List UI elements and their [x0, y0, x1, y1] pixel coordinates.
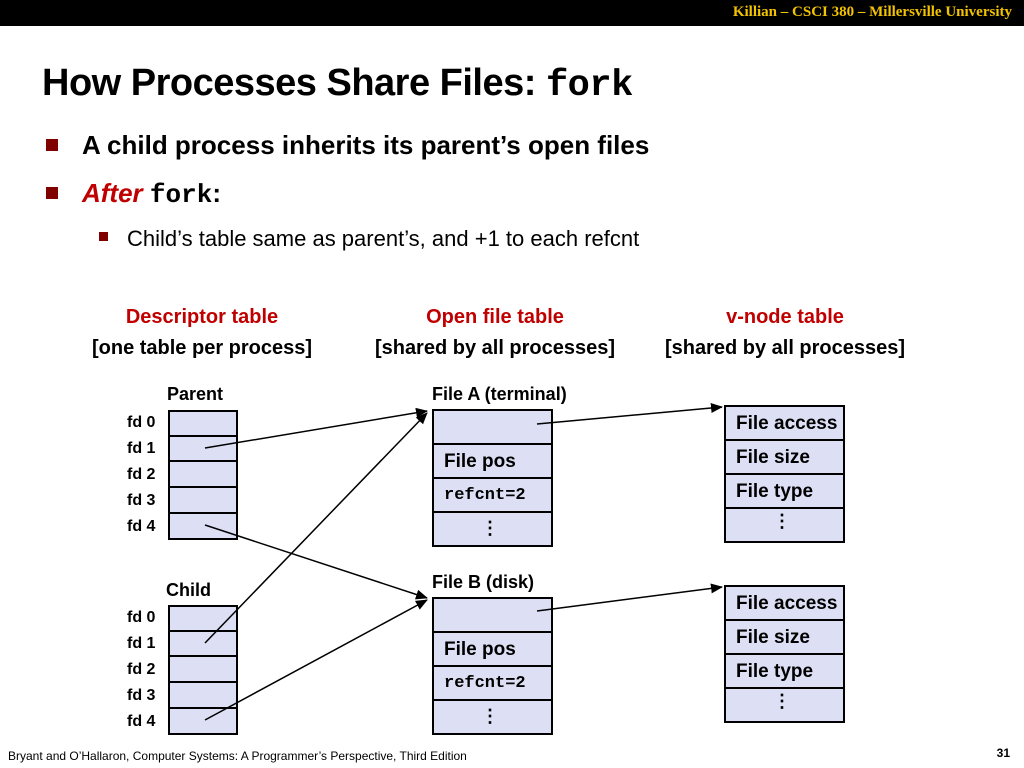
descriptor-table-subtitle: [one table per process]: [91, 337, 313, 359]
arrow-child-fd4-to-file-b: [205, 600, 427, 720]
child-fd-3-label: fd 3: [127, 687, 156, 704]
child-label: Child: [166, 580, 211, 600]
child-fd-1-label: fd 1: [127, 635, 156, 652]
vnode-b-file-type: File type: [736, 661, 814, 682]
child-fd-0-label: fd 0: [127, 609, 156, 626]
file-b-ellipsis-icon: ⋮: [481, 706, 499, 726]
vnode-b-file-size: File size: [736, 627, 810, 648]
slide-title-code: fork: [545, 65, 633, 107]
parent-fd-4-label: fd 4: [127, 518, 156, 535]
arrow-parent-fd4-to-file-b: [205, 525, 427, 598]
descriptor-table-title: Descriptor table: [125, 306, 279, 328]
bullet-1-text: A child process inherits its parent’s open files: [82, 130, 650, 160]
file-b-label: File B (disk): [432, 572, 535, 592]
vnode-b-ellipsis-icon: ⋮: [773, 691, 791, 711]
footer-citation: Bryant and O’Hallaron, Computer Systems: A Programmer’s Perspective, Third Edition: [8, 749, 467, 763]
file-b-refcnt: refcnt=2: [444, 674, 526, 693]
open-file-table-title: Open file table: [426, 306, 564, 328]
arrow-parent-fd1-to-file-a: [205, 411, 427, 448]
file-a-refcnt: refcnt=2: [444, 486, 526, 505]
course-header: Killian – CSCI 380 – Millersville University: [732, 4, 1012, 20]
child-fd-2-label: fd 2: [127, 661, 156, 678]
file-a-ellipsis-icon: ⋮: [481, 518, 499, 538]
arrow-child-fd1-to-file-a: [205, 413, 427, 643]
arrow-file-a-to-vnode-a: [537, 407, 722, 424]
bullet-2-suffix: :: [212, 178, 221, 208]
file-a-label: File A (terminal): [432, 384, 567, 404]
parent-label: Parent: [167, 384, 224, 404]
parent-fd-2-label: fd 2: [127, 466, 156, 483]
child-fd-4-label: fd 4: [127, 713, 156, 730]
parent-fd-0-label: fd 0: [127, 414, 156, 431]
arrow-file-b-to-vnode-b: [537, 587, 722, 611]
bullet-2-emphasis: After: [82, 178, 143, 208]
parent-fd-3-label: fd 3: [127, 492, 156, 509]
vnode-b-file-access: File access: [736, 593, 838, 614]
open-file-table-subtitle: [shared by all processes]: [374, 337, 616, 359]
vnode-table-subtitle: [shared by all processes]: [664, 337, 906, 359]
vnode-table-title: v-node table: [726, 306, 844, 328]
bullet-2-code: fork: [149, 180, 213, 210]
sub-bullet-text: Child’s table same as parent’s, and +1 to each refcnt: [127, 226, 640, 251]
page-number: 31: [996, 746, 1010, 760]
file-a-file-pos: File pos: [444, 451, 516, 472]
vnode-a-file-type: File type: [736, 481, 814, 502]
parent-fd-1-label: fd 1: [127, 440, 156, 457]
file-b-file-pos: File pos: [444, 639, 516, 660]
slide-title-text: How Processes Share Files:: [42, 62, 546, 104]
vnode-a-file-access: File access: [736, 413, 838, 434]
vnode-a-file-size: File size: [736, 447, 810, 468]
vnode-a-ellipsis-icon: ⋮: [773, 511, 791, 531]
